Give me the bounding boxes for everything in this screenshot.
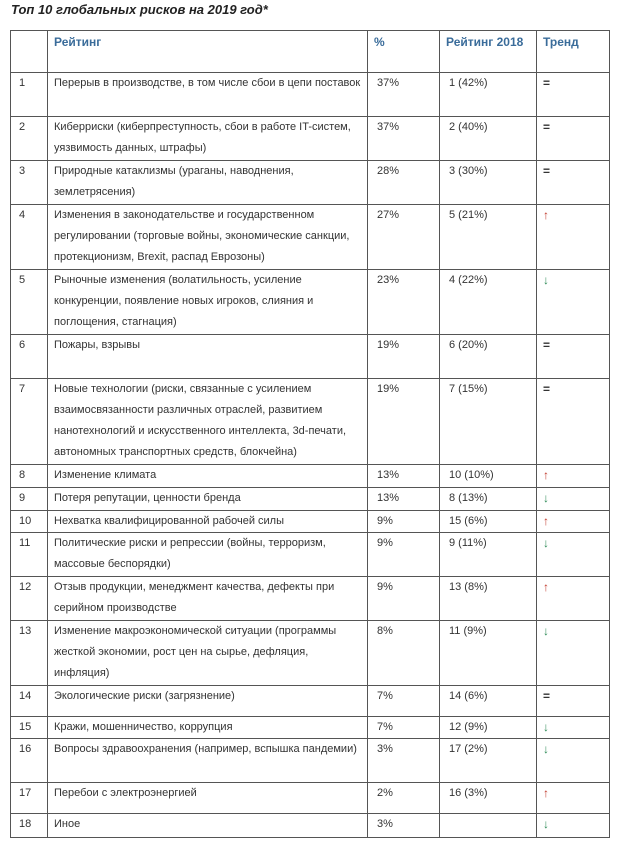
trend-indicator: = bbox=[537, 73, 610, 117]
table-row bbox=[11, 488, 610, 511]
risk-name: Иное bbox=[48, 814, 368, 838]
row-number: 4 bbox=[11, 205, 48, 270]
row-number: 5 bbox=[11, 270, 48, 335]
risk-percent: 19% bbox=[368, 379, 440, 465]
row-number: 2 bbox=[11, 117, 48, 161]
risk-name: Кражи, мошенничество, коррупция bbox=[48, 717, 368, 739]
row-number: 8 bbox=[11, 465, 48, 488]
header-number bbox=[11, 31, 48, 73]
page-title: Топ 10 глобальных рисков на 2019 год* bbox=[11, 2, 268, 17]
row-number: 6 bbox=[11, 335, 48, 379]
risk-percent: 28% bbox=[368, 161, 440, 205]
trend-indicator: ↓ bbox=[537, 814, 610, 838]
rank-2018: 3 (30%) bbox=[440, 161, 537, 205]
rank-2018: 1 (42%) bbox=[440, 73, 537, 117]
table-header-row bbox=[11, 31, 610, 73]
risk-name: Вопросы здравоохранения (например, вспышка пандемии) bbox=[48, 739, 368, 783]
table-row bbox=[11, 717, 610, 739]
header-percent: % bbox=[368, 31, 440, 73]
row-number: 17 bbox=[11, 783, 48, 814]
table-row bbox=[11, 783, 610, 814]
risk-name: Новые технологии (риски, связанные с усилением взаимосвязанности различных отраслей, развитием нанотехнологий и искусственного интеллекта, 3d-печати, автономных транспортных средств, блокчейна) bbox=[48, 379, 368, 465]
risk-name: Пожары, взрывы bbox=[48, 335, 368, 379]
table-row bbox=[11, 335, 610, 379]
rank-2018: 2 (40%) bbox=[440, 117, 537, 161]
rank-2018: 13 (8%) bbox=[440, 577, 537, 621]
risk-percent: 13% bbox=[368, 488, 440, 511]
trend-indicator: ↑ bbox=[537, 205, 610, 270]
trend-indicator: = bbox=[537, 335, 610, 379]
table-row bbox=[11, 577, 610, 621]
trend-indicator: ↓ bbox=[537, 739, 610, 783]
row-number: 16 bbox=[11, 739, 48, 783]
rank-2018: 4 (22%) bbox=[440, 270, 537, 335]
trend-indicator: ↓ bbox=[537, 621, 610, 686]
trend-indicator: = bbox=[537, 161, 610, 205]
risk-name: Перебои с электроэнергией bbox=[48, 783, 368, 814]
risk-percent: 3% bbox=[368, 814, 440, 838]
risk-name: Природные катаклизмы (ураганы, наводнения, землетрясения) bbox=[48, 161, 368, 205]
table-row bbox=[11, 161, 610, 205]
table-row bbox=[11, 270, 610, 335]
table-row bbox=[11, 739, 610, 783]
rank-2018: 15 (6%) bbox=[440, 511, 537, 533]
rank-2018: 16 (3%) bbox=[440, 783, 537, 814]
table-row bbox=[11, 686, 610, 717]
risk-percent: 27% bbox=[368, 205, 440, 270]
risk-percent: 7% bbox=[368, 717, 440, 739]
table-row bbox=[11, 465, 610, 488]
risk-percent: 2% bbox=[368, 783, 440, 814]
trend-indicator: ↓ bbox=[537, 533, 610, 577]
trend-indicator: ↓ bbox=[537, 488, 610, 511]
risk-percent: 8% bbox=[368, 621, 440, 686]
risk-name: Перерыв в производстве, в том числе сбои в цепи поставок bbox=[48, 73, 368, 117]
risk-name: Киберриски (киберпреступность, сбои в работе IT-систем, уязвимость данных, штрафы) bbox=[48, 117, 368, 161]
trend-indicator: ↓ bbox=[537, 717, 610, 739]
row-number: 3 bbox=[11, 161, 48, 205]
table-row bbox=[11, 533, 610, 577]
trend-indicator: ↑ bbox=[537, 783, 610, 814]
risk-percent: 3% bbox=[368, 739, 440, 783]
trend-indicator: ↑ bbox=[537, 511, 610, 533]
risk-name: Изменение климата bbox=[48, 465, 368, 488]
rank-2018 bbox=[440, 814, 537, 838]
risk-name: Отзыв продукции, менеджмент качества, дефекты при серийном производстве bbox=[48, 577, 368, 621]
table-row bbox=[11, 511, 610, 533]
risk-percent: 9% bbox=[368, 533, 440, 577]
risk-percent: 9% bbox=[368, 511, 440, 533]
risk-percent: 7% bbox=[368, 686, 440, 717]
rank-2018: 9 (11%) bbox=[440, 533, 537, 577]
rank-2018: 7 (15%) bbox=[440, 379, 537, 465]
trend-indicator: ↑ bbox=[537, 465, 610, 488]
risk-name: Изменение макроэкономической ситуации (программы жесткой экономии, рост цен на сырье, дефляция, инфляция) bbox=[48, 621, 368, 686]
header-trend: Тренд bbox=[537, 31, 610, 73]
rank-2018: 10 (10%) bbox=[440, 465, 537, 488]
row-number: 13 bbox=[11, 621, 48, 686]
rank-2018: 14 (6%) bbox=[440, 686, 537, 717]
row-number: 10 bbox=[11, 511, 48, 533]
risk-name: Рыночные изменения (волатильность, усиление конкуренции, появление новых игроков, слияния и поглощения, стагнация) bbox=[48, 270, 368, 335]
risk-percent: 19% bbox=[368, 335, 440, 379]
rank-2018: 6 (20%) bbox=[440, 335, 537, 379]
trend-indicator: = bbox=[537, 379, 610, 465]
rank-2018: 11 (9%) bbox=[440, 621, 537, 686]
table-row bbox=[11, 379, 610, 465]
rank-2018: 5 (21%) bbox=[440, 205, 537, 270]
row-number: 15 bbox=[11, 717, 48, 739]
row-number: 18 bbox=[11, 814, 48, 838]
risk-percent: 9% bbox=[368, 577, 440, 621]
table-body bbox=[11, 73, 610, 838]
trend-indicator: = bbox=[537, 686, 610, 717]
rank-2018: 12 (9%) bbox=[440, 717, 537, 739]
trend-indicator: ↓ bbox=[537, 270, 610, 335]
trend-indicator: = bbox=[537, 117, 610, 161]
trend-indicator: ↑ bbox=[537, 577, 610, 621]
header-rank: Рейтинг bbox=[48, 31, 368, 73]
risk-percent: 23% bbox=[368, 270, 440, 335]
risk-percent: 13% bbox=[368, 465, 440, 488]
risk-percent: 37% bbox=[368, 117, 440, 161]
header-rank-2018: Рейтинг 2018 bbox=[440, 31, 537, 73]
table-row bbox=[11, 205, 610, 270]
table-row bbox=[11, 814, 610, 838]
table-row bbox=[11, 117, 610, 161]
rank-2018: 17 (2%) bbox=[440, 739, 537, 783]
risk-name: Нехватка квалифицированной рабочей силы bbox=[48, 511, 368, 533]
table-row bbox=[11, 621, 610, 686]
row-number: 9 bbox=[11, 488, 48, 511]
row-number: 11 bbox=[11, 533, 48, 577]
row-number: 7 bbox=[11, 379, 48, 465]
risk-name: Политические риски и репрессии (войны, терроризм, массовые беспорядки) bbox=[48, 533, 368, 577]
table-row bbox=[11, 73, 610, 117]
risk-name: Экологические риски (загрязнение) bbox=[48, 686, 368, 717]
risk-percent: 37% bbox=[368, 73, 440, 117]
risk-name: Потеря репутации, ценности бренда bbox=[48, 488, 368, 511]
rank-2018: 8 (13%) bbox=[440, 488, 537, 511]
risks-table bbox=[10, 30, 610, 838]
row-number: 12 bbox=[11, 577, 48, 621]
risk-name: Изменения в законодательстве и государственном регулировании (торговые войны, экономические санкции, протекционизм, Brexit, распад Еврозоны) bbox=[48, 205, 368, 270]
row-number: 14 bbox=[11, 686, 48, 717]
row-number: 1 bbox=[11, 73, 48, 117]
